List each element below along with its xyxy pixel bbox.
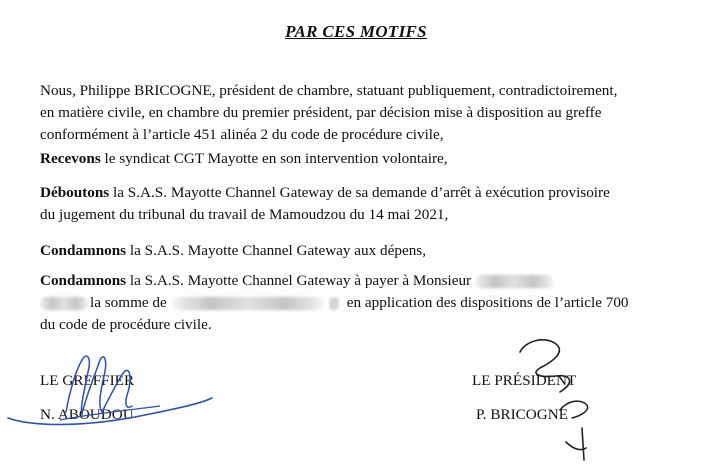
deboutons-paragraph: [40, 182, 680, 226]
recevons-text: le syndicat CGT Mayotte en son intervention volontaire,: [100, 150, 448, 167]
intro-paragraph: [40, 80, 680, 146]
president-name: P. BRICOGNE: [476, 406, 568, 423]
condamnons-keyword: Condamnons: [40, 272, 127, 289]
greffier-name: N. ABOUDOU: [40, 406, 134, 423]
greffier-title: LE GREFFIER: [40, 372, 135, 389]
deboutons-keyword: Déboutons: [40, 184, 110, 201]
condamnons-payer-line-2: [40, 292, 680, 314]
article-700-text: en application des dispositions de l’article 700: [346, 294, 629, 311]
intro-line-3: conformément à l’article 451 alinéa 2 du code de procédure civile,: [40, 126, 444, 143]
condamnons-depens-text: la S.A.S. Mayotte Channel Gateway aux dépens,: [126, 242, 426, 259]
recevons-keyword: Recevons: [40, 150, 101, 167]
condamnons-payer-paragraph: [40, 270, 680, 336]
condamnons-depens-paragraph: [40, 240, 680, 262]
redacted-mark: [329, 297, 339, 310]
sum-label: la somme de: [90, 294, 167, 311]
deboutons-line-2: du jugement du tribunal du travail de Mamoudzou du 14 mai 2021,: [40, 206, 449, 223]
section-title: PAR CES MOTIFS: [285, 22, 427, 41]
recevons-paragraph: [40, 148, 680, 170]
intro-line-1: Nous, Philippe BRICOGNE, président de chambre, statuant publiquement, contradictoirement,: [40, 82, 618, 99]
condamnons-payer-line-3: du code de procédure civile.: [40, 316, 212, 333]
recevons-line: [40, 148, 680, 170]
redacted-amount: [173, 297, 323, 310]
condamnons-payer-text: la S.A.S. Mayotte Channel Gateway à payer à Monsieur: [126, 272, 472, 289]
condamnons-depens-line: [40, 240, 680, 262]
redacted-name-continued: [40, 297, 88, 310]
condamnons-keyword: Condamnons: [40, 242, 127, 259]
intro-line-2: en matière civile, en chambre du premier président, par décision mise à disposition au greffe: [40, 104, 602, 121]
deboutons-text: la S.A.S. Mayotte Channel Gateway de sa demande d’arrêt à exécution provisoire: [109, 184, 610, 201]
redacted-name: [475, 275, 553, 288]
president-title: LE PRÉSIDENT: [472, 372, 577, 389]
deboutons-line-1: [40, 182, 680, 204]
condamnons-payer-line-1: [40, 270, 680, 292]
